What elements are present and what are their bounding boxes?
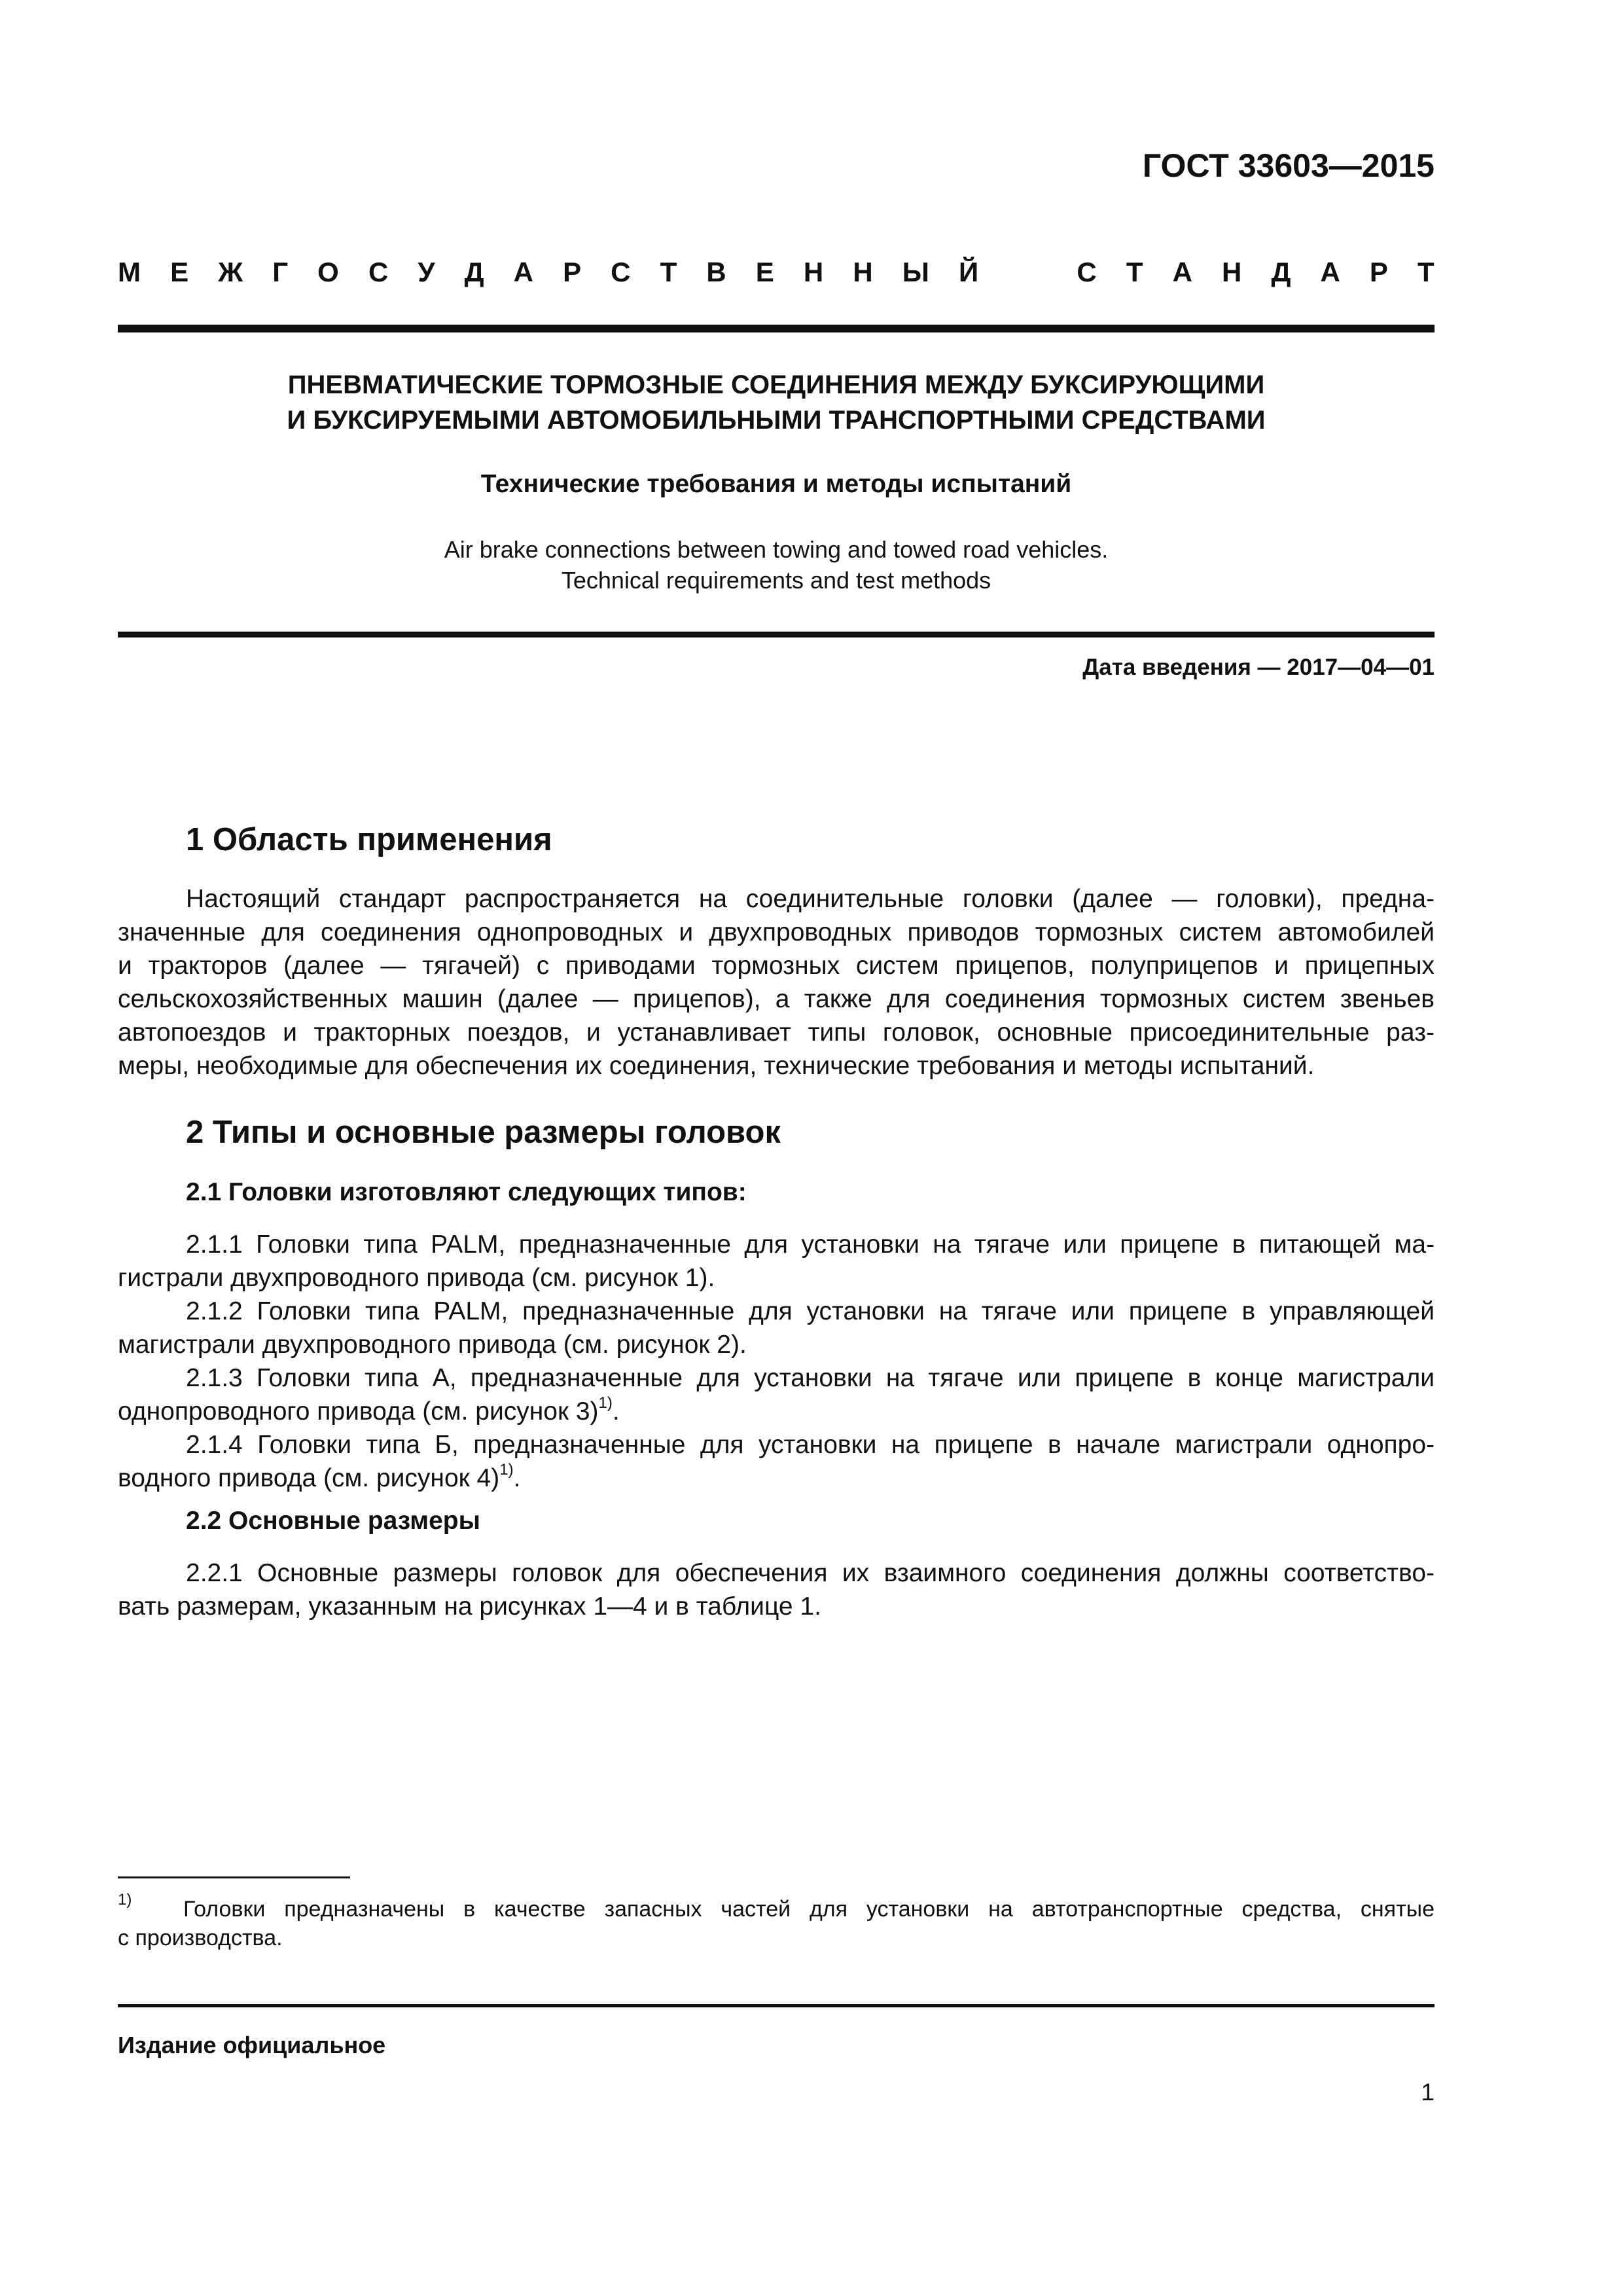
- banner-letter: А: [1320, 257, 1340, 287]
- banner-letter: Д: [1271, 257, 1291, 287]
- english-title: [118, 534, 1435, 596]
- section-2-heading: 2 Типы и основные размеры головок: [186, 1115, 781, 1150]
- banner-letter: А: [1172, 257, 1192, 287]
- banner-letter: Р: [1369, 257, 1388, 287]
- footnote-line-1: [118, 1891, 1435, 1924]
- top-rule: [118, 325, 1435, 332]
- s1-line-3: и тракторов (далее — тягачей) с приводами тормозных систем прицепов, полуприцепов и прицепных: [118, 952, 1435, 980]
- title-subtitle: Технические требования и методы испытаний: [480, 470, 1072, 498]
- p211-line-1: [118, 1228, 1435, 1261]
- p212-line-1-text: 2.1.2 Головки типа PALM, предназначенные для установки на тягаче или прицепе в управляющей: [186, 1297, 1435, 1325]
- title-rule: [118, 632, 1435, 637]
- p213-period: .: [612, 1397, 620, 1426]
- p214-line-1: [118, 1428, 1435, 1462]
- intro-date: Дата введения — 2017—04—01: [1082, 655, 1435, 680]
- s1-line-6: меры, необходимые для обеспечения их соединения, технические требования и методы испытаний.: [118, 1052, 1315, 1080]
- banner-letter: Н: [853, 257, 873, 287]
- s1-line-1: [118, 882, 1435, 916]
- section-2-1-items: [118, 1228, 1435, 1495]
- section-1-heading: 1 Область применения: [186, 822, 552, 857]
- footnote-rule: [118, 1876, 350, 1878]
- p211-line-1-text: 2.1.1 Головки типа PALM, предназначенные для установки на тягаче или прицепе в питающей ма-: [186, 1230, 1435, 1259]
- page-number: 1: [1421, 2079, 1435, 2106]
- p213-line-2-text: однопроводного привода (см. рисунок 3): [118, 1397, 599, 1426]
- footnote-marker: 1): [118, 1891, 132, 1909]
- banner-letter: Е: [755, 257, 774, 287]
- p221-line-1-text: 2.2.1 Основные размеры головок для обеспечения их взаимного соединения должны соответство-: [186, 1559, 1435, 1587]
- banner-letter: В: [706, 257, 726, 287]
- p214-line-1-text: 2.1.4 Головки типа Б, предназначенные для установки на прицепе в начале магистрали однопро-: [186, 1431, 1435, 1459]
- banner-letter: Е: [170, 257, 189, 287]
- banner-letter: О: [317, 257, 339, 287]
- title-line-2: И БУКСИРУЕМЫМИ АВТОМОБИЛЬНЫМИ ТРАНСПОРТНЫМИ СРЕДСТВАМИ: [287, 406, 1266, 435]
- subsection-2-1-heading: 2.1 Головки изготовляют следующих типов:: [186, 1178, 747, 1206]
- footnote-reference: 1): [499, 1461, 514, 1479]
- banner-letter: Т: [1418, 257, 1435, 287]
- p221-line-2: вать размерам, указанным на рисунках 1—4 и в таблице 1.: [118, 1592, 821, 1621]
- p214-line-2: [118, 1462, 1435, 1495]
- footnote-line-1-text: Головки предназначены в качестве запасных частей для установки на автотранспортные средства, снятые: [183, 1897, 1435, 1922]
- subsection-2-2-heading: 2.2 Основные размеры: [186, 1507, 480, 1535]
- title-line-1: ПНЕВМАТИЧЕСКИЕ ТОРМОЗНЫЕ СОЕДИНЕНИЯ МЕЖДУ БУКСИРУЮЩИМИ: [287, 370, 1265, 399]
- s1-line-4: сельскохозяйственных машин (далее — прицепов), а также для соединения тормозных систем звеньев: [118, 985, 1435, 1013]
- banner-letter: Т: [1126, 257, 1143, 287]
- p212-line-2: магистрали двухпроводного привода (см. рисунок 2).: [118, 1331, 747, 1359]
- p213-line-1: [118, 1361, 1435, 1395]
- banner-letter: Д: [464, 257, 484, 287]
- section-2-2-paragraph: [118, 1556, 1435, 1623]
- footnote-line-2: с производства.: [118, 1926, 283, 1950]
- banner-letter: Н: [803, 257, 824, 287]
- banner-letter: С: [611, 257, 631, 287]
- official-edition-label: Издание официальное: [118, 2032, 386, 2058]
- standard-designation: ГОСТ 33603—2015: [1142, 147, 1435, 184]
- banner-letter: Т: [660, 257, 677, 287]
- banner-letter: Р: [563, 257, 582, 287]
- banner-letter: С: [368, 257, 389, 287]
- banner-letter: А: [513, 257, 533, 287]
- p214-period: .: [513, 1464, 521, 1492]
- p212-line-1: [118, 1295, 1435, 1328]
- banner-letter: Й: [959, 257, 979, 287]
- section-1-paragraph: [118, 882, 1435, 1083]
- banner-letter: Н: [1222, 257, 1242, 287]
- footnote-reference: 1): [598, 1394, 613, 1412]
- banner-letter: Ж: [218, 257, 243, 287]
- footnote: [118, 1891, 1435, 1952]
- banner-letter: М: [118, 257, 141, 287]
- banner-letter: Ы: [902, 257, 929, 287]
- english-title-line-2: Technical requirements and test methods: [561, 567, 991, 594]
- p221-line-1: [118, 1556, 1435, 1590]
- p214-line-2-text: водного привода (см. рисунок 4): [118, 1464, 500, 1492]
- p213-line-2: [118, 1395, 1435, 1428]
- banner-letter: Г: [272, 257, 289, 287]
- banner-letter: С: [1077, 257, 1097, 287]
- p213-line-1-text: 2.1.3 Головки типа А, предназначенные для установки на тягаче или прицепе в конце магистрали: [186, 1364, 1435, 1392]
- p211-line-2: гистрали двухпроводного привода (см. рисунок 1).: [118, 1264, 715, 1292]
- s1-line-5: автопоездов и тракторных поездов, и устанавливает типы головок, основные присоединительные раз-: [118, 1018, 1435, 1047]
- english-title-line-1: Air brake connections between towing and towed road vehicles.: [444, 536, 1109, 563]
- s1-line-2: значенные для соединения однопроводных и двухпроводных приводов тормозных систем автомобилей: [118, 918, 1435, 946]
- footer-rule: [118, 2004, 1435, 2007]
- banner-letter: У: [418, 257, 435, 287]
- interstate-standard-banner: [118, 257, 1435, 288]
- s1-line-1-text: Настоящий стандарт распространяется на соединительные головки (далее — головки), предна-: [186, 885, 1435, 913]
- banner-word-gap: [1008, 257, 1047, 288]
